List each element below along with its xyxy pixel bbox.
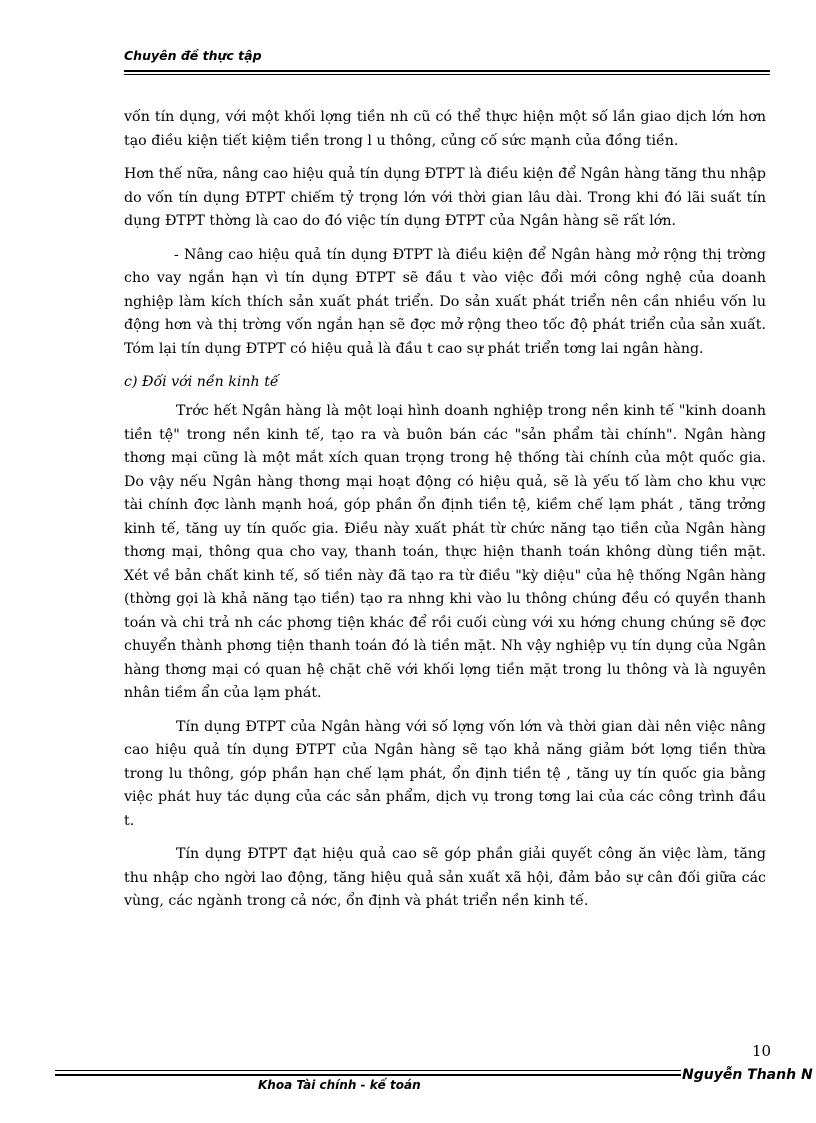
author-name: Nguyễn Thanh N: [682, 1067, 813, 1083]
paragraph-2: Hơn thế nữa, nâng cao hiệu quả tín dụng ĐTPT là điều kiện để Ngân hàng tăng thu nhập do vốn tín dụng ĐTPT chiếm tỷ trọng lớn với thời gian lâu dài. Trong khi đó lãi suất tín dụng ĐTPT thờng là cao do đó việc tín dụng ĐTPT của Ngân hàng sẽ rất lớn.: [124, 166, 766, 229]
page-body: [124, 106, 766, 924]
header-rule-top: [124, 70, 770, 72]
section-subheading: c) Đối với nền kinh tế: [124, 374, 279, 390]
paragraph-4: Trớc hết Ngân hàng là một loại hình doanh nghiệp trong nền kinh tế "kinh doanh tiền tệ" trong nền kinh tế, tạo ra và buôn bán các "sản phẩm tài chính". Ngân hàng thơng mại cũng là một mắt xích quan trọng trong hệ thống tài chính của một quốc gia. Do vậy nếu Ngân hàng thơng mại hoạt động có hiệu quả, sẽ là yếu tố làm cho khu vực tài chính đợc lành mạnh hoá, góp phần ổn định tiền tệ, kiềm chế lạm phát , tăng trởng kinh tế, tăng uy tín quốc gia. Điều này xuất phát từ chức năng tạo tiền của Ngân hàng thơng mại, thông qua cho vay, thanh toán, thực hiện thanh toán không dùng tiền mặt. Xét về bản chất kinh tế, số tiền này đã tạo ra từ điều "kỳ diệu" của hệ thống Ngân hàng (thờng gọi là khả năng tạo tiền) tạo ra nhng khi vào lu thông chúng đều có quyền thanh toán và chi trả nh các phơng tiện khác để rồi cuối cùng với xu hớng chung chúng sẽ đợc chuyển thành phơng tiện thanh toán đó là tiền mặt. Nh vậy nghiệp vụ tín dụng của Ngân hàng thơng mại có quan hệ chặt chẽ với khối lợng tiền mặt trong lu thông và là nguyên nhân tiềm ẩn của lạm phát.: [124, 403, 766, 701]
paragraph-3: - Nâng cao hiệu quả tín dụng ĐTPT là điều kiện để Ngân hàng mở rộng thị trờng cho vay ngắn hạn vì tín dụng ĐTPT sẽ đầu t vào việc đổi mới công nghệ của doanh nghiệp làm kích thích sản xuất phát triển. Do sản xuất phát triển nên cần nhiều vốn lu động hơn và thị trờng vốn ngắn hạn sẽ đợc mở rộng theo tốc độ phát triển của sản xuất. Tóm lại tín dụng ĐTPT có hiệu quả là đầu t cao sự phát triển tơng lai ngân hàng.: [124, 246, 766, 357]
footer-rule-bottom: [55, 1074, 681, 1076]
page-number: 10: [752, 1042, 772, 1060]
header-rule-bottom: [124, 74, 770, 75]
footer-rule-top: [55, 1070, 681, 1071]
paragraph-6: Tín dụng ĐTPT đạt hiệu quả cao sẽ góp phần giải quyết công ăn việc làm, tăng thu nhập cho ngời lao động, tăng hiệu quả sản xuất xã hội, đảm bảo sự cân đối giữa các vùng, các ngành trong cả nớc, ổn định và phát triển nền kinh tế.: [124, 846, 766, 909]
paragraph-1: vốn tín dụng, với một khối lợng tiền nh cũ có thể thực hiện một số lần giao dịch lớn hơn tạo điều kiện tiết kiệm tiền trong l u thông, củng cố sức mạnh của đồng tiền.: [124, 109, 766, 149]
page-footer-department: Khoa Tài chính - kế toán: [258, 1078, 421, 1092]
paragraph-5: Tín dụng ĐTPT của Ngân hàng với số lợng vốn lớn và thời gian dài nên việc nâng cao hiệu quả tín dụng ĐTPT của Ngân hàng sẽ tạo khả năng giảm bớt lợng tiền thừa trong lu thông, góp phần hạn chế lạm phát, ổn định tiền tệ , tăng uy tín quốc gia bằng việc phát huy tác dụng của các sản phẩm, dịch vụ trong tơng lai của các công trình đầu t.: [124, 718, 766, 829]
page-header-title: Chuyên đề thực tập: [124, 48, 262, 63]
